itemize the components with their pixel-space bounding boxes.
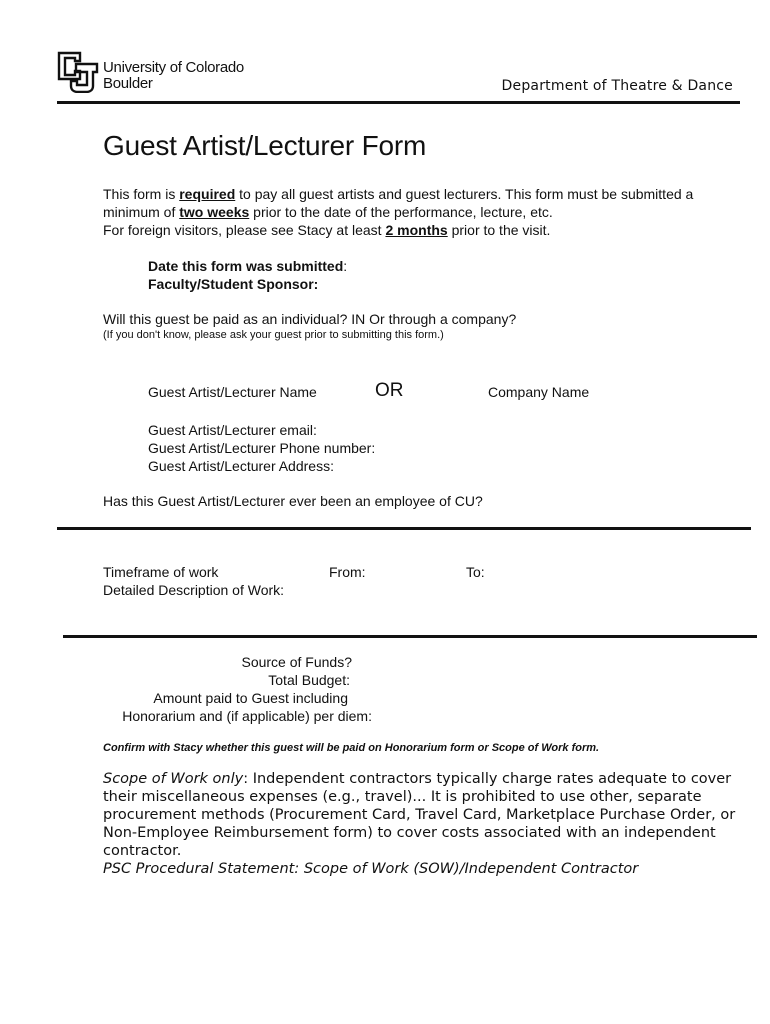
or-label: OR (375, 380, 404, 401)
date-submitted-label: Date this form was submitted (148, 258, 344, 274)
guest-phone-label: Guest Artist/Lecturer Phone number: (148, 440, 376, 456)
funding-fields (103, 653, 372, 725)
two-months-emphasis: 2 months (385, 222, 448, 238)
guest-address-label: Guest Artist/Lecturer Address: (148, 458, 334, 474)
former-employee-question: Has this Guest Artist/Lecturer ever been an employee of CU? (103, 493, 483, 509)
header-divider (57, 101, 740, 104)
confirm-note: Confirm with Stacy whether this guest will be paid on Honorarium form or Scope of Work form. (103, 742, 600, 754)
department-name: Department of Theatre & Dance (501, 78, 733, 94)
work-description-label: Detailed Description of Work: (103, 582, 285, 598)
contact-fields (148, 421, 375, 475)
section-divider (57, 527, 751, 530)
to-label: To: (466, 564, 485, 580)
scope-lead: Scope of Work only (103, 771, 244, 787)
total-budget-label: Total Budget: (268, 672, 350, 688)
payment-type-note: (If you don't know, please ask your guest prior to submitting this form.) (103, 329, 444, 341)
required-emphasis: required (179, 186, 236, 202)
scope-of-work-note: Scope of Work only: Independent contractors typically charge rates adequate to cover their miscellaneous expenses (e.g., travel)... It is prohibited to use other, separate procurement methods (Procurement Card, Travel Card, Marketplace Purchase Order, or Non-Employee Reimbursement form) to cover costs associated with an independent contractor. PSC Procedural Statement: Scope of Work (SOW)/Independent Contractor (103, 771, 736, 877)
cu-logo-icon (56, 51, 100, 93)
guest-email-label: Guest Artist/Lecturer email: (148, 422, 317, 438)
section-divider (63, 635, 757, 638)
amount-paid-label: Amount paid to Guest including (153, 690, 348, 706)
form-title: Guest Artist/Lecturer Form (103, 130, 427, 161)
amount-paid-label-cont: Honorarium and (if applicable) per diem: (122, 708, 372, 724)
psc-statement: PSC Procedural Statement: Scope of Work (SOW)/Independent Contractor (103, 861, 639, 877)
sponsor-label: Faculty/Student Sponsor: (148, 276, 319, 292)
two-weeks-emphasis: two weeks (179, 204, 250, 220)
timeframe-label: Timeframe of work (103, 564, 219, 580)
guest-name-label: Guest Artist/Lecturer Name (148, 384, 317, 400)
submission-fields: Date this form was submitted: Faculty/Student Sponsor: (148, 258, 348, 292)
company-name-label: Company Name (488, 384, 590, 400)
from-label: From: (329, 564, 366, 580)
university-name: University of Colorado Boulder (103, 59, 244, 92)
intro-text: This form is required to pay all guest artists and guest lecturers. This form must be submitted a minimum of two weeks prior to the date of the performance, lecture, etc. For foreign visitors, please see Stacy at least 2 months prior to the visit. (103, 186, 694, 238)
payment-type-question: Will this guest be paid as an individual? IN Or through a company? (103, 311, 517, 327)
source-of-funds-label: Source of Funds? (241, 654, 352, 670)
